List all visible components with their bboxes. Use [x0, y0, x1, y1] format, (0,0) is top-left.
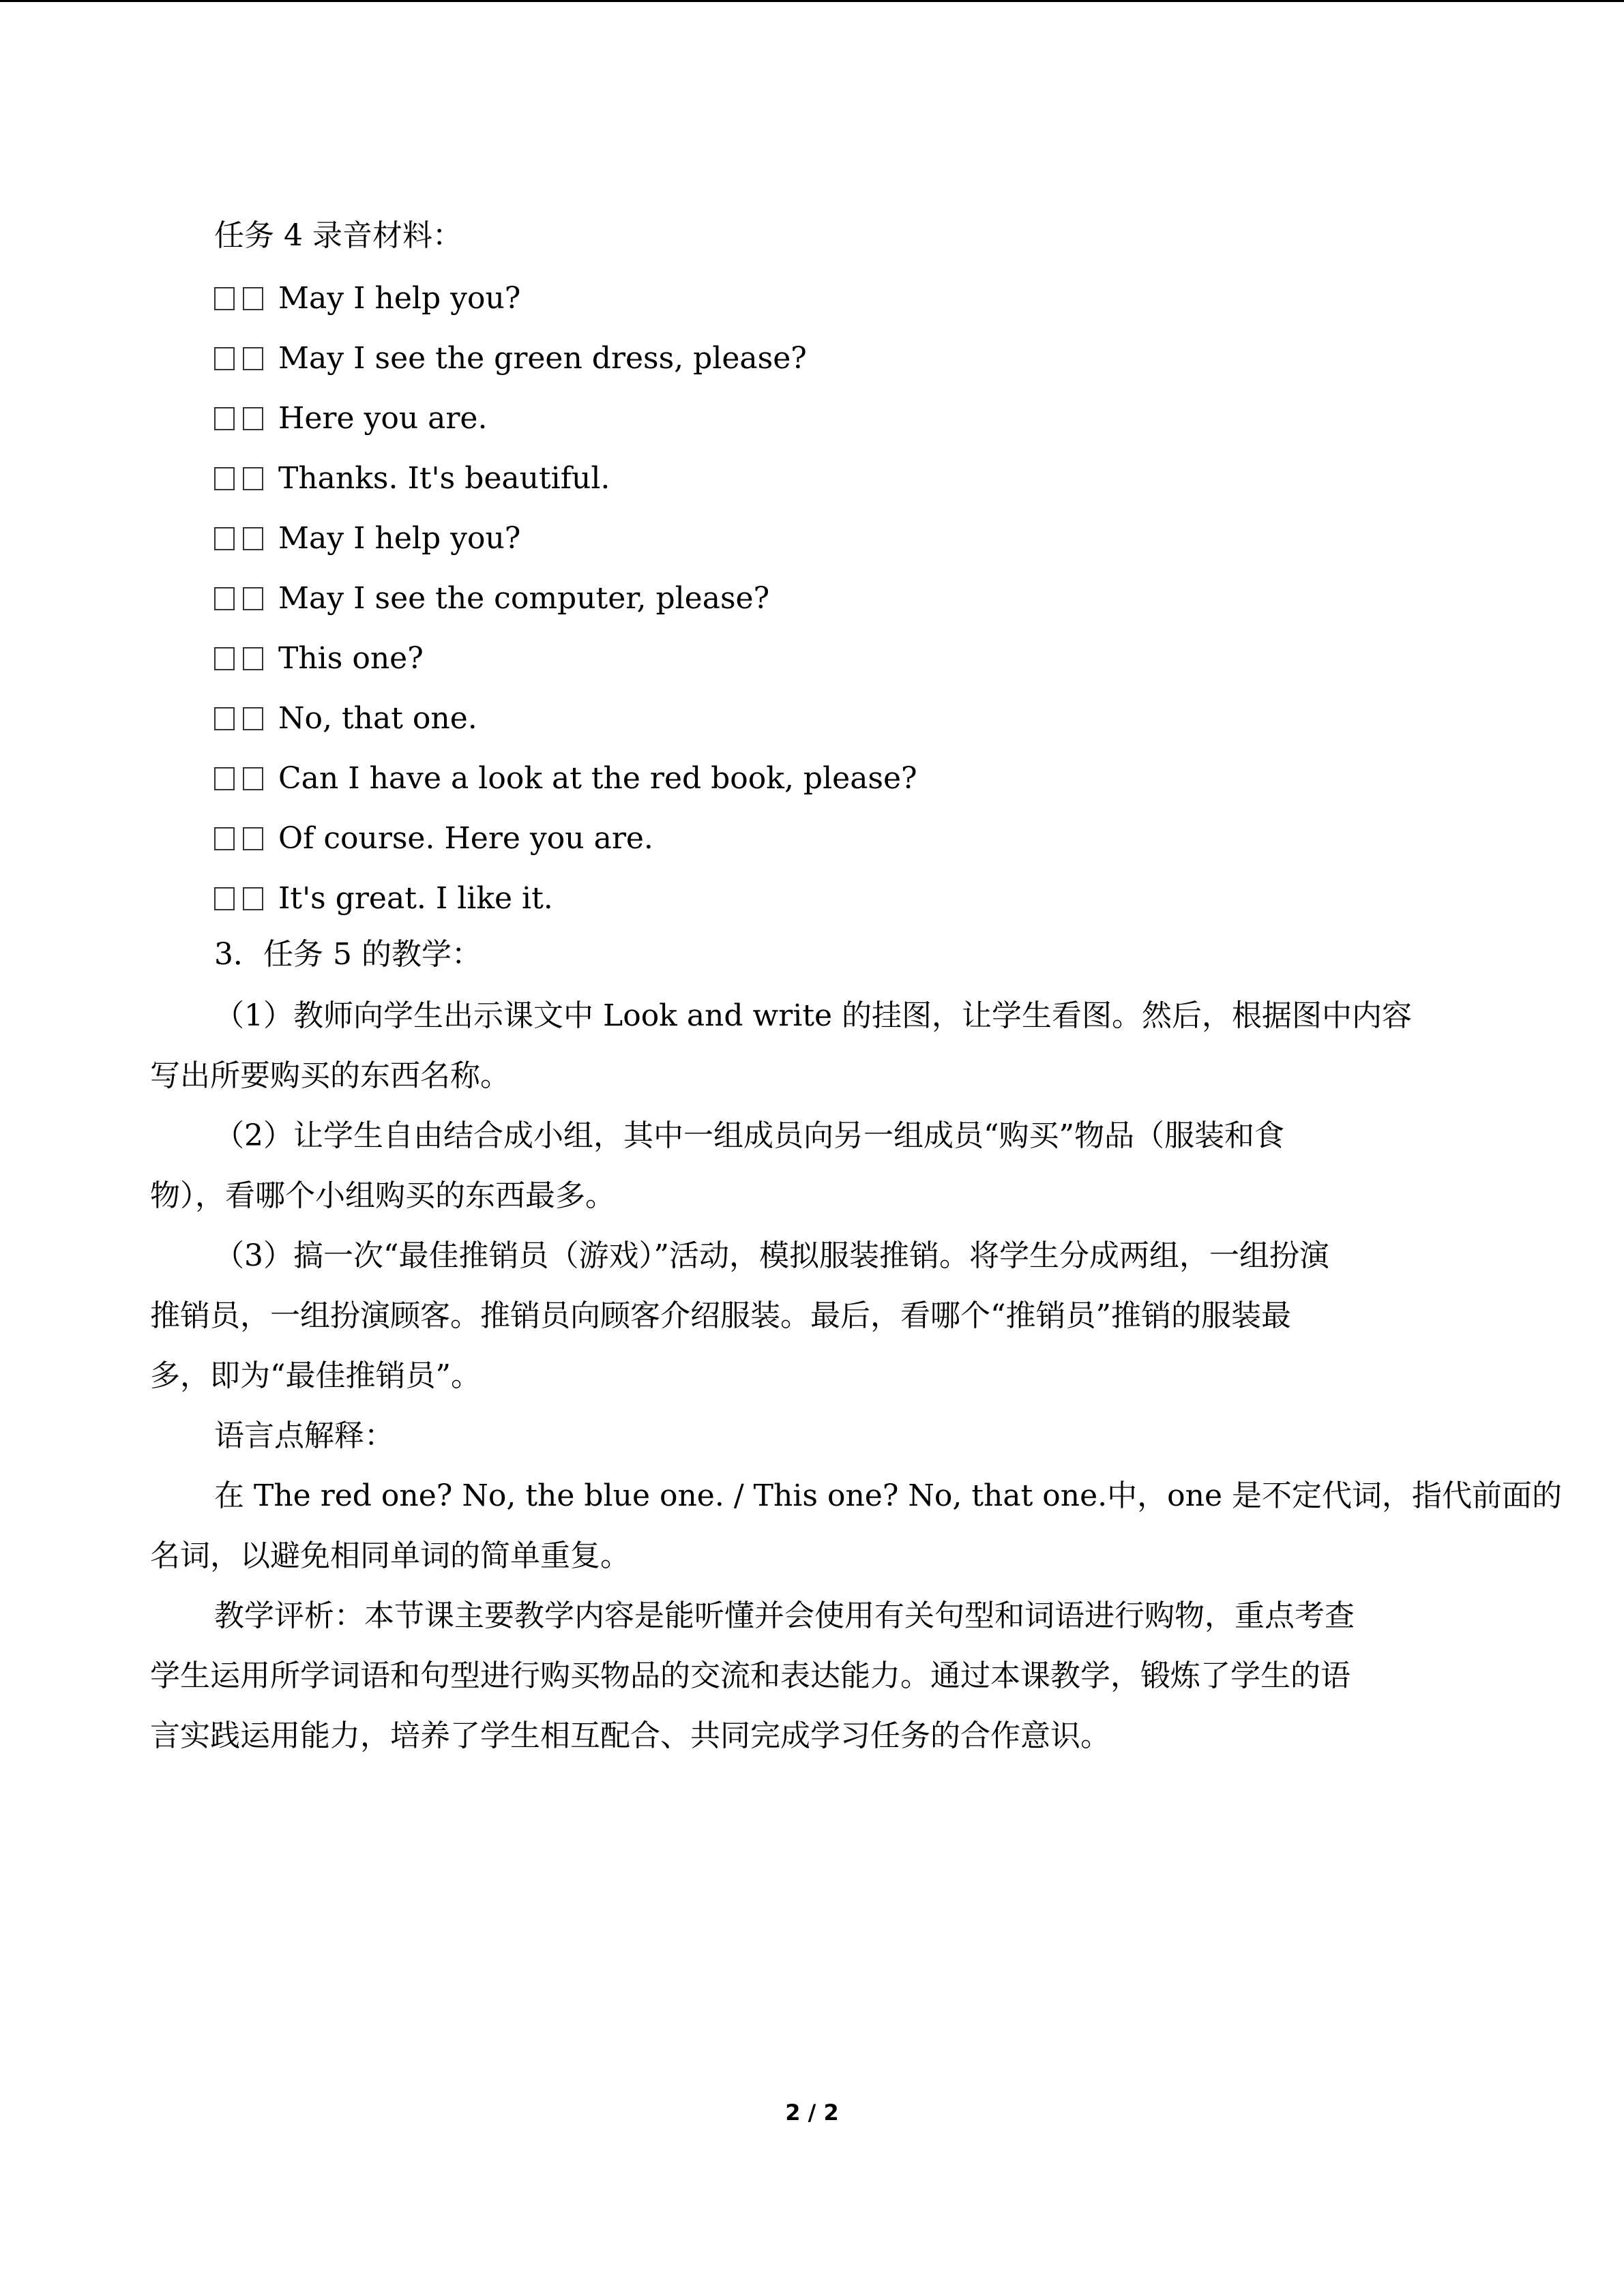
- checkbox-icon: [214, 647, 235, 670]
- checkbox-icon: [214, 767, 235, 790]
- evaluation-paragraph-cont: 言实践运用能力，培养了学生相互配合、共同完成学习任务的合作意识。: [150, 1718, 1110, 1753]
- checkbox-icon: [243, 347, 263, 370]
- checkbox-pair: [214, 407, 263, 430]
- dialogue-line: [214, 758, 917, 799]
- checkbox-icon: [214, 527, 235, 550]
- checkbox-icon: [214, 827, 235, 850]
- dialogue-text: This one?: [278, 641, 424, 676]
- dialogue-line: [214, 578, 769, 619]
- language-explanation-cont: 名词，以避免相同单词的简单重复。: [150, 1538, 630, 1573]
- checkbox-pair: [214, 767, 263, 790]
- checkbox-pair: [214, 527, 263, 550]
- dialogue-line: [214, 818, 653, 859]
- dialogue-line: [214, 698, 477, 739]
- dialogue-text: May I help you?: [278, 281, 521, 316]
- checkbox-icon: [243, 467, 263, 490]
- checkbox-pair: [214, 587, 263, 610]
- dialogue-line: [214, 398, 487, 439]
- checkbox-icon: [243, 587, 263, 610]
- checkbox-pair: [214, 287, 263, 310]
- checkbox-icon: [243, 527, 263, 550]
- language-title: 语言点解释：: [214, 1418, 394, 1453]
- task5-paragraph-1-cont: 写出所要购买的东西名称。: [150, 1058, 510, 1093]
- checkbox-icon: [243, 707, 263, 730]
- dialogue-text: Can I have a look at the red book, please?: [278, 761, 917, 796]
- dialogue-text: May I see the green dress, please?: [278, 341, 807, 376]
- checkbox-icon: [243, 407, 263, 430]
- dialogue-text: Of course. Here you are.: [278, 821, 653, 856]
- dialogue-line: [214, 338, 807, 379]
- checkbox-icon: [243, 827, 263, 850]
- dialogue-line: [214, 638, 424, 679]
- task5-paragraph-2: （2）让学生自由结合成小组，其中一组成员向另一组成员“购买”物品（服装和食: [214, 1118, 1284, 1153]
- top-border: [0, 0, 1624, 2]
- checkbox-pair: [214, 347, 263, 370]
- dialogue-line: [214, 458, 610, 499]
- checkbox-icon: [214, 287, 235, 310]
- checkbox-pair: [214, 647, 263, 670]
- checkbox-icon: [243, 647, 263, 670]
- checkbox-icon: [214, 467, 235, 490]
- task5-paragraph-2-cont: 物），看哪个小组购买的东西最多。: [150, 1178, 615, 1213]
- checkbox-icon: [243, 767, 263, 790]
- dialogue-text: May I see the computer, please?: [278, 581, 770, 616]
- checkbox-pair: [214, 887, 263, 910]
- task5-paragraph-3-cont: 多，即为“最佳推销员”。: [150, 1358, 481, 1393]
- dialogue-line: [214, 278, 520, 319]
- checkbox-pair: [214, 707, 263, 730]
- page-number: 2 / 2: [785, 2100, 839, 2126]
- task5-paragraph-3-cont: 推销员，一组扮演顾客。推销员向顾客介绍服装。最后，看哪个“推销员”推销的服装最: [150, 1298, 1291, 1333]
- checkbox-icon: [243, 887, 263, 910]
- task5-paragraph-1: （1）教师向学生出示课文中 Look and write 的挂图，让学生看图。然后，根据图中内容: [214, 998, 1413, 1033]
- checkbox-icon: [214, 707, 235, 730]
- dialogue-text: It's great. I like it.: [278, 881, 553, 916]
- evaluation-paragraph: 教学评析：本节课主要教学内容是能听懂并会使用有关句型和词语进行购物，重点考查: [214, 1598, 1355, 1633]
- evaluation-paragraph-cont: 学生运用所学词语和句型进行购买物品的交流和表达能力。通过本课教学，锻炼了学生的语: [150, 1658, 1350, 1693]
- checkbox-icon: [243, 287, 263, 310]
- dialogue-text: May I help you?: [278, 521, 521, 556]
- checkbox-icon: [214, 587, 235, 610]
- language-explanation: 在 The red one? No, the blue one. / This one? No, that one.中，one 是不定代词，指代前面的: [214, 1478, 1562, 1513]
- checkbox-icon: [214, 347, 235, 370]
- checkbox-icon: [214, 887, 235, 910]
- task5-title: 3．任务 5 的教学：: [214, 937, 482, 972]
- dialogue-line: [214, 878, 553, 919]
- checkbox-pair: [214, 467, 263, 490]
- dialogue-text: Here you are.: [278, 401, 488, 436]
- recording-heading: 任务 4 录音材料：: [214, 218, 462, 253]
- dialogue-line: [214, 518, 520, 559]
- dialogue-text: No, that one.: [278, 701, 477, 736]
- checkbox-pair: [214, 827, 263, 850]
- dialogue-text: Thanks. It's beautiful.: [278, 461, 610, 496]
- checkbox-icon: [214, 407, 235, 430]
- task5-paragraph-3: （3）搞一次“最佳推销员（游戏）”活动，模拟服装推销。将学生分成两组，一组扮演: [214, 1238, 1329, 1273]
